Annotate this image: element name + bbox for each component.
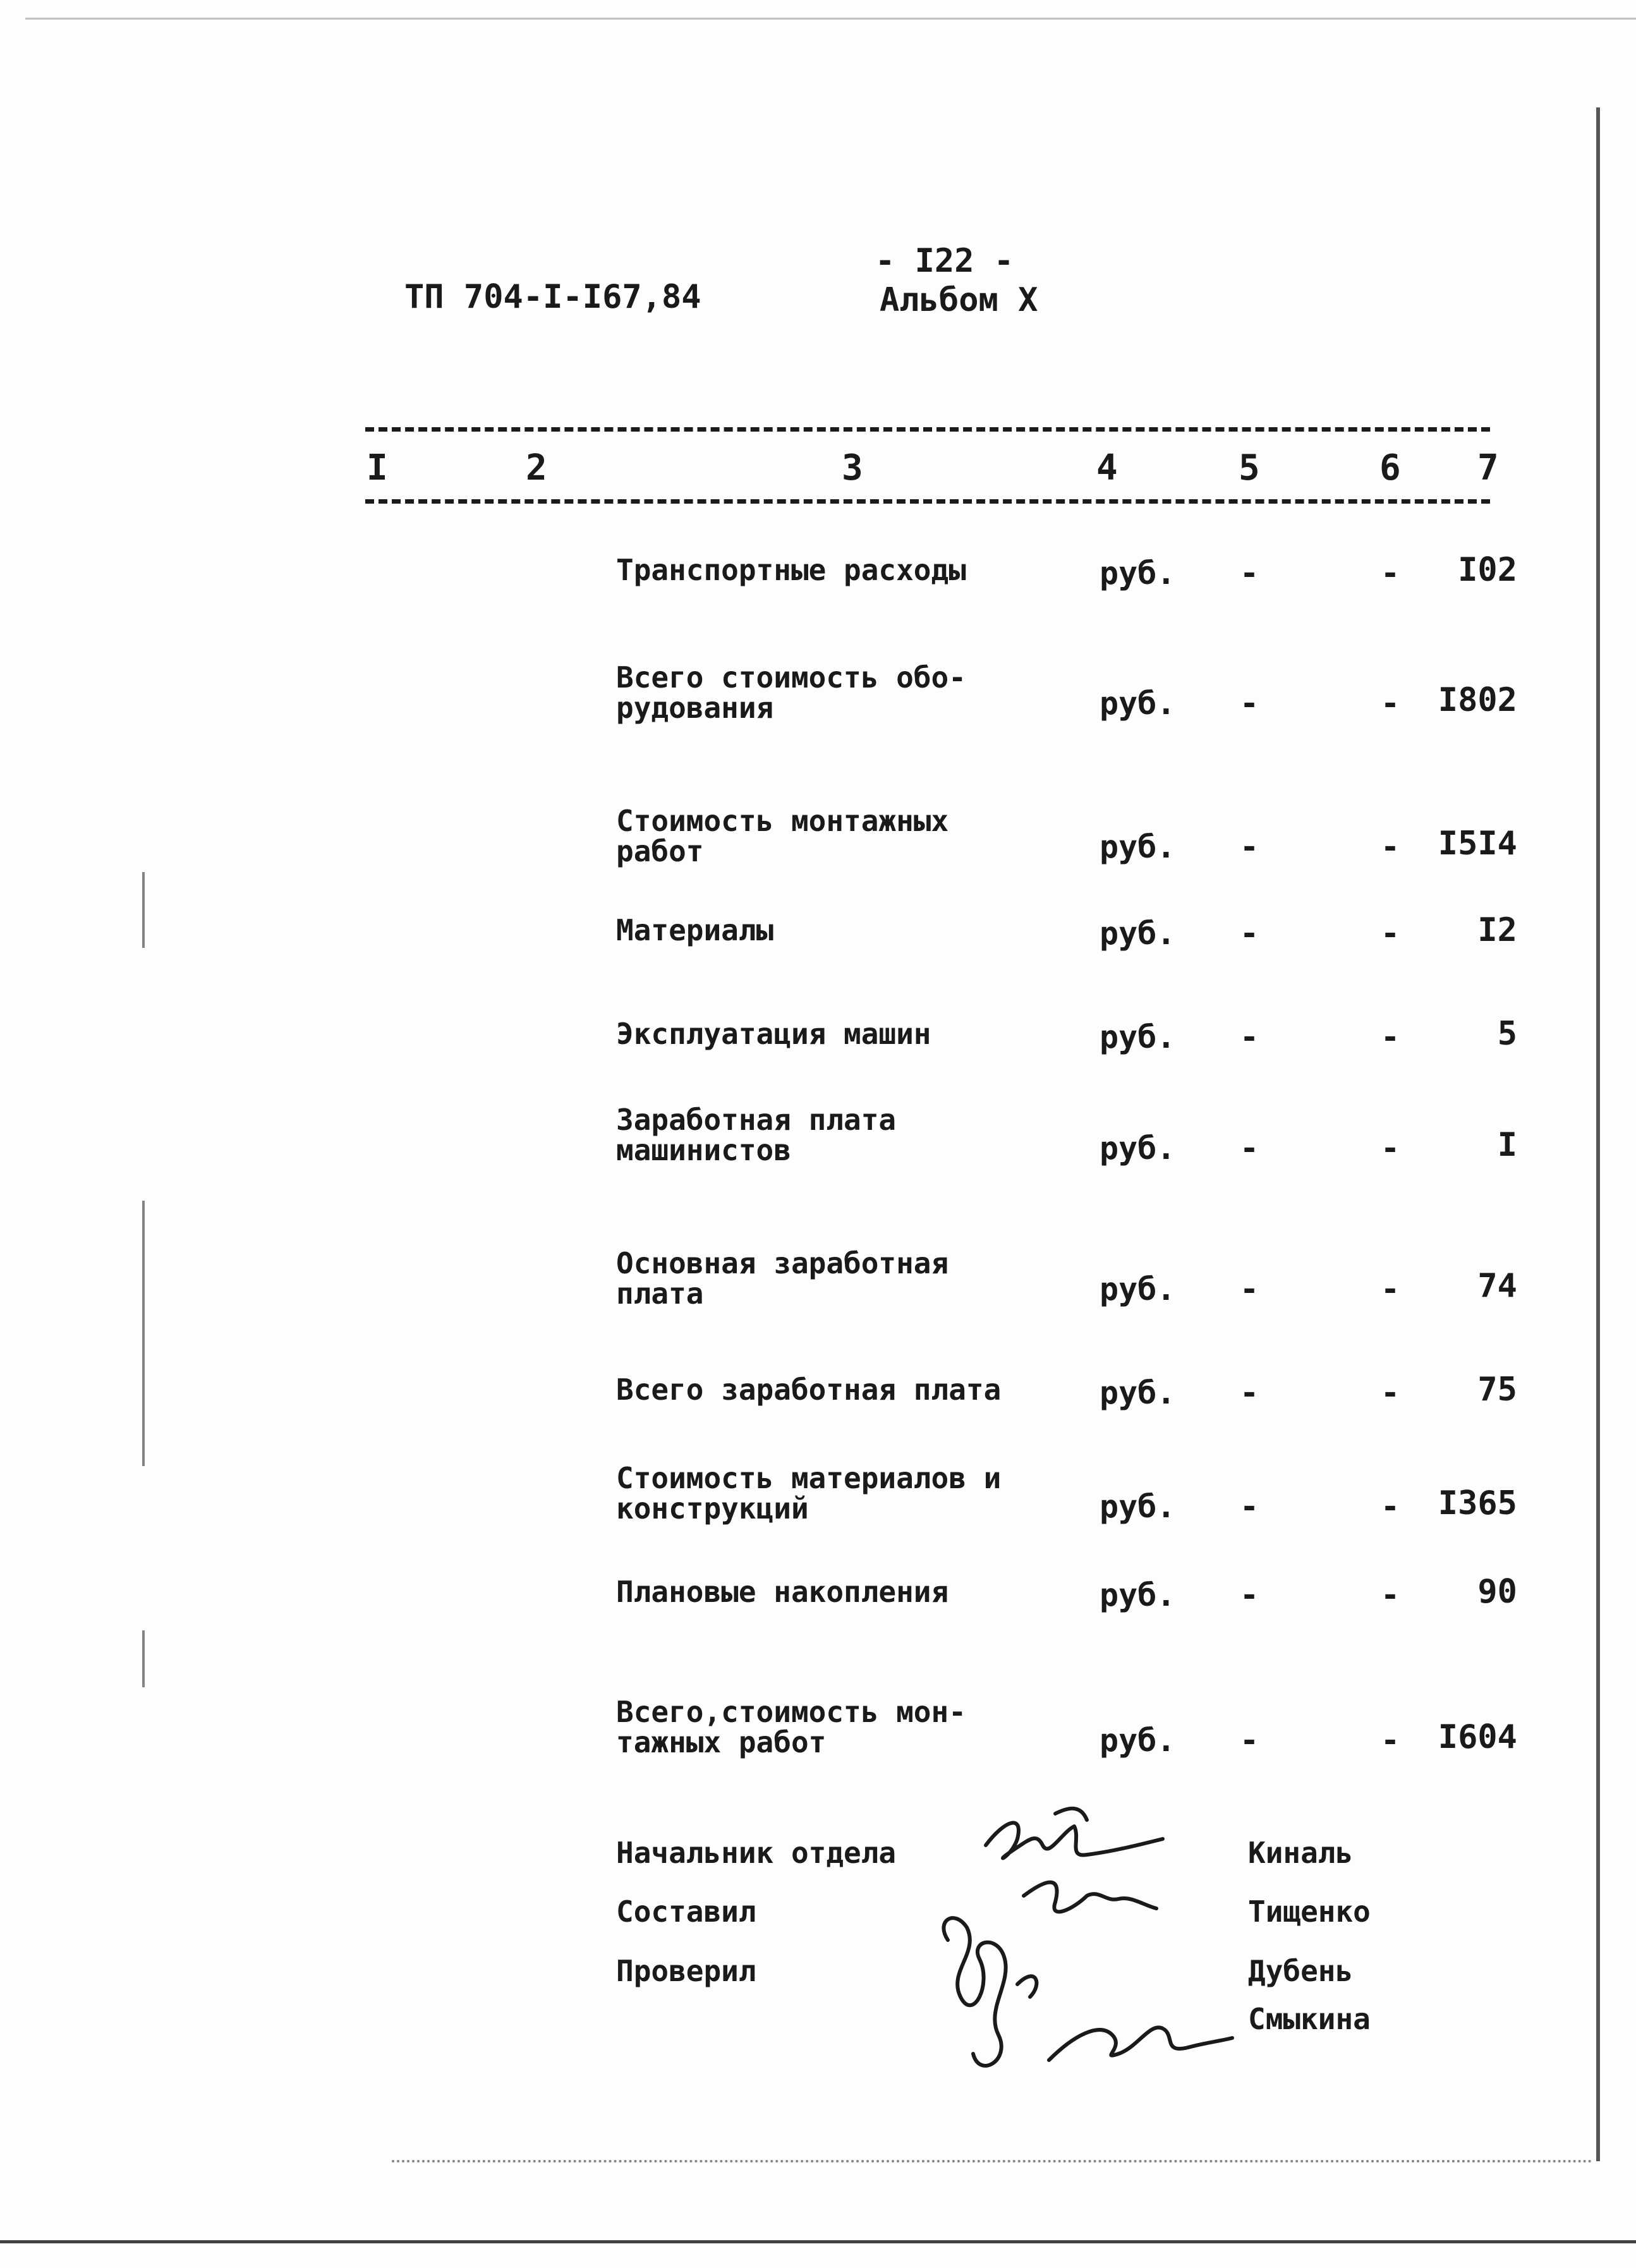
row-col5: - <box>1240 1130 1259 1167</box>
row-description: Стоимость материалов и конструкций <box>616 1461 1002 1525</box>
scan-speck <box>142 872 145 948</box>
signature-stroke <box>986 1823 1163 1859</box>
signoff-role-checked: Проверил <box>616 1954 756 1988</box>
signoff-name-1: Киналь <box>1248 1836 1354 1870</box>
row-col6: - <box>1381 1130 1400 1167</box>
column-header-7: 7 <box>1477 447 1499 488</box>
row-value: I5I4 <box>1438 825 1517 863</box>
row-col6: - <box>1381 555 1400 591</box>
row-description: Транспортные расходы <box>616 553 966 587</box>
row-description: Плановые накопления <box>616 1575 949 1609</box>
scan-dotted-artifact <box>392 2160 1592 2162</box>
column-header-3: 3 <box>842 447 863 488</box>
row-description: Стоимость монтажных работ <box>616 804 949 868</box>
row-col6: - <box>1381 1722 1400 1759</box>
row-col5: - <box>1240 555 1259 591</box>
column-header-1: I <box>367 447 388 488</box>
row-unit: руб. <box>1100 828 1176 865</box>
page-number: - I22 - <box>875 242 1014 280</box>
row-unit: руб. <box>1100 1130 1176 1167</box>
signature-stroke <box>1055 1809 1087 1820</box>
row-value: 75 <box>1477 1371 1517 1409</box>
scan-edge-top <box>25 18 1636 20</box>
row-description: Всего заработная плата <box>616 1373 1002 1407</box>
column-header-4: 4 <box>1096 447 1118 488</box>
row-col6: - <box>1381 1019 1400 1055</box>
signature-stroke <box>943 1918 1005 2066</box>
row-col5: - <box>1240 1374 1259 1411</box>
scan-speck <box>142 1201 145 1466</box>
row-value: I365 <box>1438 1484 1517 1522</box>
scan-speck <box>142 1630 145 1687</box>
row-col6: - <box>1381 828 1400 865</box>
album-label: Альбом X <box>880 281 1038 319</box>
signature-stroke <box>1024 1883 1156 1912</box>
handwritten-signatures <box>910 1795 1239 2098</box>
row-unit: руб. <box>1100 1271 1176 1307</box>
signature-stroke <box>1017 1976 1036 1997</box>
row-value: I2 <box>1477 911 1517 949</box>
row-description: Всего стоимость обо- рудования <box>616 660 966 725</box>
table-rule-top <box>365 427 1490 432</box>
row-col6: - <box>1381 1488 1400 1525</box>
row-col5: - <box>1240 1488 1259 1525</box>
row-value: 74 <box>1477 1267 1517 1305</box>
signoff-role-head: Начальник отдела <box>616 1836 897 1870</box>
scan-edge-bottom <box>0 2240 1636 2243</box>
row-description: Материалы <box>616 913 774 947</box>
row-col5: - <box>1240 1577 1259 1613</box>
row-col6: - <box>1381 1374 1400 1411</box>
row-unit: руб. <box>1100 1019 1176 1055</box>
row-col5: - <box>1240 1271 1259 1307</box>
row-value: I604 <box>1438 1718 1517 1756</box>
column-header-2: 2 <box>526 447 547 488</box>
row-value: I802 <box>1438 681 1517 719</box>
row-description: Основная заработная плата <box>616 1246 949 1311</box>
row-description: Эксплуатация машин <box>616 1017 931 1051</box>
row-description: Всего,стоимость мон- тажных работ <box>616 1695 966 1759</box>
signoff-name-2: Тищенко <box>1248 1895 1371 1929</box>
document-code: ТП 704-I-I67,84 <box>404 278 701 316</box>
column-header-5: 5 <box>1239 447 1260 488</box>
signoff-name-4: Смыкина <box>1248 2002 1371 2036</box>
row-col5: - <box>1240 1019 1259 1055</box>
row-value: I02 <box>1458 551 1517 589</box>
row-col5: - <box>1240 915 1259 952</box>
row-col5: - <box>1240 828 1259 865</box>
row-unit: руб. <box>1100 555 1176 591</box>
row-value: I <box>1497 1126 1517 1164</box>
row-col6: - <box>1381 1271 1400 1307</box>
row-unit: руб. <box>1100 1577 1176 1613</box>
row-description: Заработная плата машинистов <box>616 1103 897 1167</box>
row-unit: руб. <box>1100 1488 1176 1525</box>
column-header-6: 6 <box>1379 447 1401 488</box>
row-unit: руб. <box>1100 1374 1176 1411</box>
row-unit: руб. <box>1100 915 1176 952</box>
row-col5: - <box>1240 685 1259 722</box>
row-value: 90 <box>1477 1573 1517 1611</box>
signature-stroke <box>1049 2027 1232 2060</box>
row-unit: руб. <box>1100 685 1176 722</box>
row-value: 5 <box>1497 1015 1517 1053</box>
row-col6: - <box>1381 1577 1400 1613</box>
row-col6: - <box>1381 915 1400 952</box>
signoff-name-3: Дубень <box>1248 1954 1354 1988</box>
table-rule-bottom <box>365 499 1490 504</box>
row-col6: - <box>1381 685 1400 722</box>
row-col5: - <box>1240 1722 1259 1759</box>
signoff-role-compiled: Составил <box>616 1895 756 1929</box>
row-unit: руб. <box>1100 1722 1176 1759</box>
scan-edge-right <box>1596 107 1600 2161</box>
